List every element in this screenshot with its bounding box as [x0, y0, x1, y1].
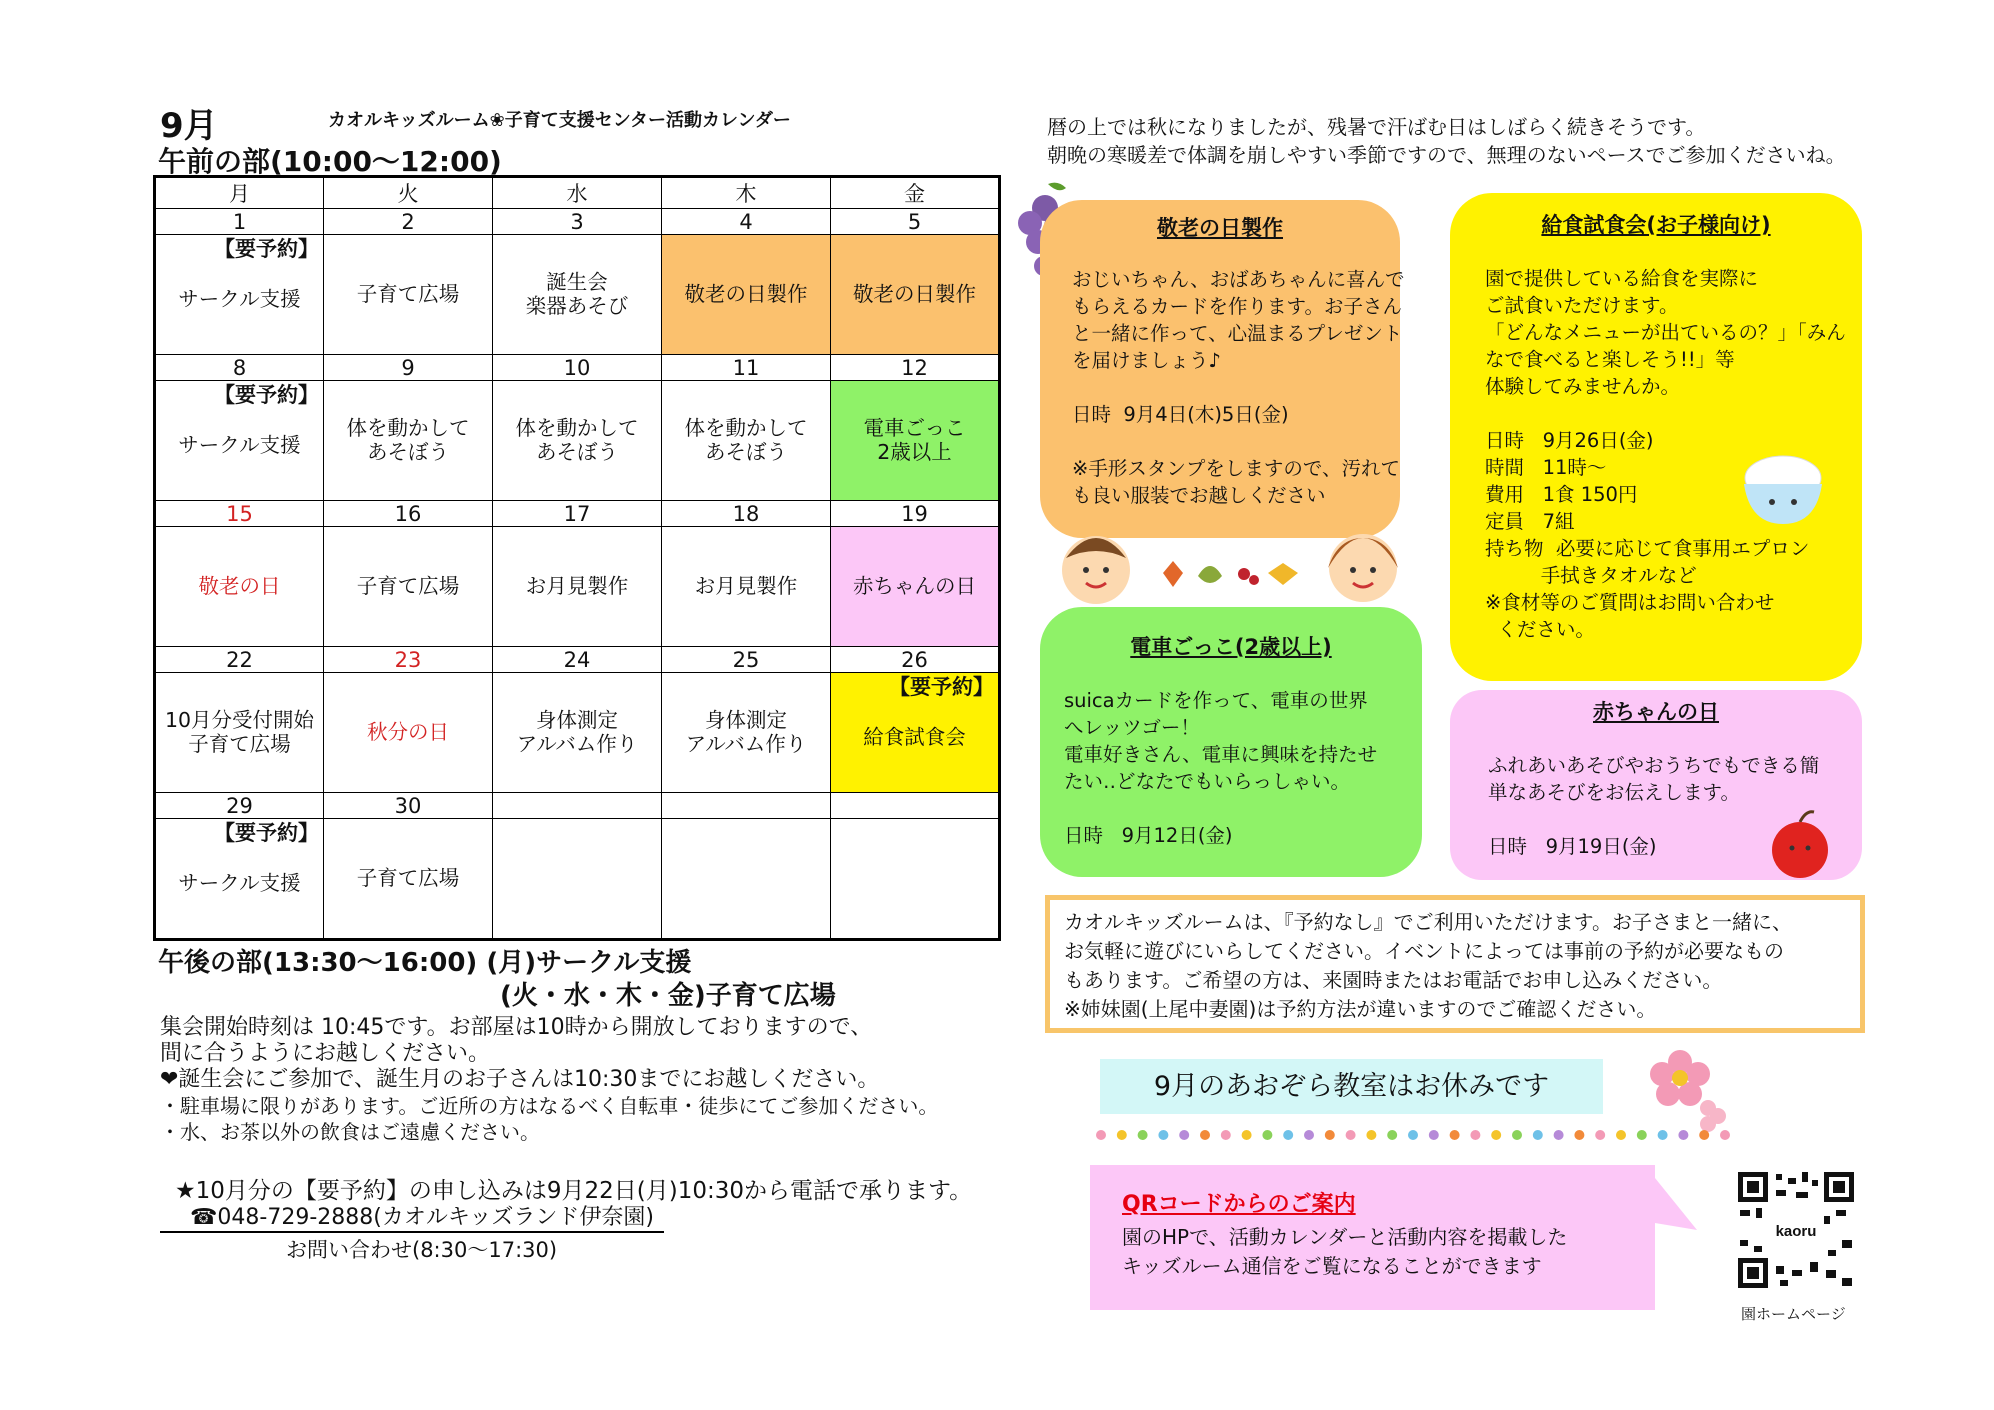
inquiry-hours: お問い合わせ(8:30〜17:30): [286, 1238, 558, 1262]
event-label: 身体測定 アルバム作り: [516, 707, 638, 756]
event-label: 体を動かして あそぼう: [346, 415, 470, 464]
calendar-event-cell: [493, 235, 662, 355]
divider-dot: [1408, 1130, 1418, 1140]
event-label: 子育て広場: [356, 865, 460, 890]
event-label: 電車ごっこ 2歳以上: [863, 415, 966, 464]
calendar-event-cell: [662, 381, 831, 501]
keirou-text: おじいちゃん、おばあちゃんに喜んで もらえるカードを作ります。お子さん と一緒に作って、心温まるプレゼント を届けましょう♪ 日時 9月4日(木)5日(金) ※手形スタンプをしますので、汚れて も良い服装でお越しください: [1072, 268, 1405, 507]
date-number: [493, 793, 662, 819]
event-label: 体を動かして あそぼう: [684, 415, 808, 464]
event-label: 赤ちゃんの日: [853, 573, 976, 598]
qr-code-image[interactable]: [1736, 1170, 1856, 1290]
calendar-event-cell: [831, 235, 1000, 355]
date-number: 24: [493, 647, 662, 673]
kyushoku-bubble: [1450, 193, 1862, 681]
calendar-event-cell: [662, 527, 831, 647]
weekday-header: 木: [662, 177, 831, 209]
divider-dot: [1262, 1130, 1272, 1140]
divider-dot: [1179, 1130, 1189, 1140]
divider-dot: [1158, 1130, 1168, 1140]
month-label: 9月: [160, 106, 218, 146]
dotted-divider: [1093, 1127, 1733, 1143]
reservation-required-tag: 【要予約】: [889, 675, 994, 699]
event-label: 体を動かして あそぼう: [515, 415, 639, 464]
calendar-event-cell: [324, 527, 493, 647]
qr-caption: 園ホームページ: [1741, 1305, 1846, 1323]
calendar-event-cell: [493, 673, 662, 793]
keirou-bubble: [1040, 200, 1405, 538]
rice-bowl-icon: [1738, 450, 1828, 530]
divider-dot: [1242, 1130, 1252, 1140]
calendar-event-cell: [662, 235, 831, 355]
event-label: お月見製作: [525, 573, 629, 598]
date-number: 29: [155, 793, 324, 819]
divider-dot: [1512, 1130, 1522, 1140]
divider-dot: [1200, 1130, 1210, 1140]
date-number: 9: [324, 355, 493, 381]
phone-number[interactable]: ☎048-729-2888(カオルキッズランド伊奈園): [160, 1200, 664, 1233]
event-label: 給食試食会: [863, 724, 966, 749]
qr-code-label: kaoru: [1775, 1223, 1817, 1240]
calendar-event-cell: [155, 819, 324, 940]
date-number: 12: [831, 355, 1000, 381]
divider-dot: [1346, 1130, 1356, 1140]
weekday-header: 月: [155, 177, 324, 209]
date-number: [831, 793, 1000, 819]
start-time-note-2: 間に合うようにお越しください。: [160, 1041, 491, 1066]
divider-dot: [1096, 1130, 1106, 1140]
date-number: 11: [662, 355, 831, 381]
akachan-text: ふれあいあそびやおうちでもできる簡 単なあそびをお伝えします。 日時 9月19日(金): [1488, 754, 1820, 858]
calendar-event-cell: [324, 673, 493, 793]
calendar-event-cell: [831, 819, 1000, 940]
divider-dot: [1658, 1130, 1668, 1140]
divider-dot: [1699, 1130, 1709, 1140]
reservation-required-tag: 【要予約】: [214, 237, 319, 261]
divider-dot: [1325, 1130, 1335, 1140]
divider-dot: [1117, 1130, 1127, 1140]
october-reservation-note: ★10月分の【要予約】の申し込みは9月22日(月)10:30から電話で承ります。: [175, 1178, 973, 1204]
divider-dot: [1720, 1130, 1730, 1140]
calendar-event-cell: [155, 527, 324, 647]
afternoon-session-label-2: (火・水・木・金)子育て広場: [500, 981, 836, 1011]
event-label: サークル支援: [178, 432, 301, 457]
divider-dot: [1221, 1130, 1231, 1140]
calendar-event-cell: [155, 673, 324, 793]
qr-guide-title: QRコードからのご案内: [1122, 1192, 1356, 1217]
divider-dot: [1387, 1130, 1397, 1140]
calendar-event-cell: [831, 527, 1000, 647]
date-number: 3: [493, 209, 662, 235]
divider-dot: [1637, 1130, 1647, 1140]
date-number: 23: [324, 647, 493, 673]
calendar-event-cell: [831, 673, 1000, 793]
event-label: 敬老の日: [198, 573, 281, 598]
date-number: 17: [493, 501, 662, 527]
calendar-event-cell: [324, 819, 493, 940]
calendar-event-cell: [662, 819, 831, 940]
parking-note: ・駐車場に限りがあります。ご近所の方はなるべく自転車・徒歩にてご参加ください。: [160, 1094, 939, 1118]
date-number: [662, 793, 831, 819]
calendar-event-cell: [831, 381, 1000, 501]
date-number: 19: [831, 501, 1000, 527]
divider-dot: [1429, 1130, 1439, 1140]
activity-calendar: [153, 175, 1001, 941]
intro-text: 暦の上では秋になりましたが、残暑で汗ばむ日はしばらく続きそうです。 朝晩の寒暖差で体調を崩しやすい季節ですので、無理のないペースでご参加くださいね。: [1047, 115, 1846, 167]
date-number: 10: [493, 355, 662, 381]
divider-dot: [1138, 1130, 1148, 1140]
reservation-notice-text: カオルキッズルームは、『予約なし』でご利用いただけます。お子さまと一緒に、 お気軽に遊びにいらしてください。イベントによっては事前の予約が必要なもの もあります。ご希望の方は、来園時またはお電話でお申し込みください。 ※姉妹園(上尾中妻園)は予約方法が違いますのでご確認ください。: [1064, 910, 1792, 1021]
date-number: 1: [155, 209, 324, 235]
qr-guide-text: 園のHPで、活動カレンダーと活動内容を掲載した キッズルーム通信をご覧になることができます: [1122, 1225, 1568, 1278]
date-number: 18: [662, 501, 831, 527]
densha-text: suicaカードを作って、電車の世界 へレッツゴー！ 電車好きさん、電車に興味を持たせ たい‥どなたでもいらっしゃい。 日時 9月12日(金): [1064, 689, 1378, 847]
qr-bubble-pointer: [1655, 1168, 1700, 1238]
divider-dot: [1678, 1130, 1688, 1140]
divider-dot: [1533, 1130, 1543, 1140]
date-number: 2: [324, 209, 493, 235]
date-number: 15: [155, 501, 324, 527]
cosmos-flower-icon: [1640, 1042, 1730, 1132]
event-label: 10月分受付開始 子育て広場: [164, 707, 315, 756]
event-label: サークル支援: [178, 286, 301, 311]
reservation-notice: [1045, 895, 1865, 1033]
keirou-title: 敬老の日製作: [1157, 216, 1283, 240]
calendar-event-cell: [155, 381, 324, 501]
event-label: 子育て広場: [356, 573, 460, 598]
calendar-event-cell: [324, 235, 493, 355]
event-label: 敬老の日製作: [853, 281, 976, 306]
divider-dot: [1470, 1130, 1480, 1140]
akachan-title: 赤ちゃんの日: [1593, 700, 1719, 724]
date-number: 16: [324, 501, 493, 527]
morning-session-label: 午前の部(10:00〜12:00): [158, 145, 502, 178]
divider-dot: [1491, 1130, 1501, 1140]
event-label: 敬老の日製作: [684, 281, 808, 306]
date-number: 4: [662, 209, 831, 235]
weekday-header: 金: [831, 177, 1000, 209]
date-number: 22: [155, 647, 324, 673]
drinks-note: ・水、お茶以外の飲食はご遠慮ください。: [160, 1120, 540, 1144]
calendar-event-cell: [493, 527, 662, 647]
apple-icon: [1764, 808, 1836, 880]
calendar-event-cell: [493, 819, 662, 940]
date-number: 5: [831, 209, 1000, 235]
divider-dot: [1450, 1130, 1460, 1140]
birthday-note: ❤誕生会にご参加で、誕生月のお子さんは10:30までにお越しください。: [160, 1067, 880, 1092]
aozora-class-notice: 9月のあおぞら教室はお休みです: [1100, 1059, 1603, 1114]
event-label: 誕生会 楽器あそび: [525, 269, 629, 318]
divider-dot: [1283, 1130, 1293, 1140]
qr-guide-box: [1090, 1165, 1655, 1310]
date-number: 8: [155, 355, 324, 381]
afternoon-session-label: 午後の部(13:30〜16:00) (月)サークル支援: [158, 948, 692, 978]
event-label: 身体測定 アルバム作り: [685, 707, 807, 756]
kyushoku-title: 給食試食会(お子様向け): [1541, 213, 1771, 237]
reservation-required-tag: 【要予約】: [214, 821, 319, 845]
divider-dot: [1574, 1130, 1584, 1140]
reservation-required-tag: 【要予約】: [214, 383, 319, 407]
event-label: サークル支援: [178, 870, 301, 895]
weekday-header: 火: [324, 177, 493, 209]
event-label: 秋分の日: [367, 719, 449, 744]
divider-dot: [1595, 1130, 1605, 1140]
divider-dot: [1616, 1130, 1626, 1140]
weekday-header: 水: [493, 177, 662, 209]
densha-title: 電車ごっこ(2歳以上): [1130, 635, 1332, 659]
event-label: お月見製作: [694, 573, 798, 598]
densha-bubble: [1040, 607, 1422, 877]
kyushoku-text: 園で提供している給食を実際に ご試食いただけます。 「どんなメニューが出ているの？」「みん なで食べると楽しそう!!」等 体験してみませんか。 日時 9月26日(金) 時間 11時〜 費用 1食 150円 定員 7組 持ち物 必要に応じて食事用エプロン 手拭きタオルなど ※食材等のご質問はお問い合わせ ください。: [1485, 267, 1846, 641]
event-label: 子育て広場: [356, 281, 460, 306]
date-number: 25: [662, 647, 831, 673]
start-time-note: 集会開始時刻は 10:45です。お部屋は10時から開放しておりますので、: [160, 1015, 873, 1040]
divider-dot: [1304, 1130, 1314, 1140]
calendar-event-cell: [662, 673, 831, 793]
date-number: 30: [324, 793, 493, 819]
calendar-event-cell: [155, 235, 324, 355]
calendar-event-cell: [493, 381, 662, 501]
date-number: 26: [831, 647, 1000, 673]
divider-dot: [1366, 1130, 1376, 1140]
calendar-title: カオルキッズルーム❀子育て支援センター活動カレンダー: [328, 110, 791, 131]
grandparents-leaves-icon: [1058, 528, 1403, 608]
divider-dot: [1554, 1130, 1564, 1140]
calendar-event-cell: [324, 381, 493, 501]
